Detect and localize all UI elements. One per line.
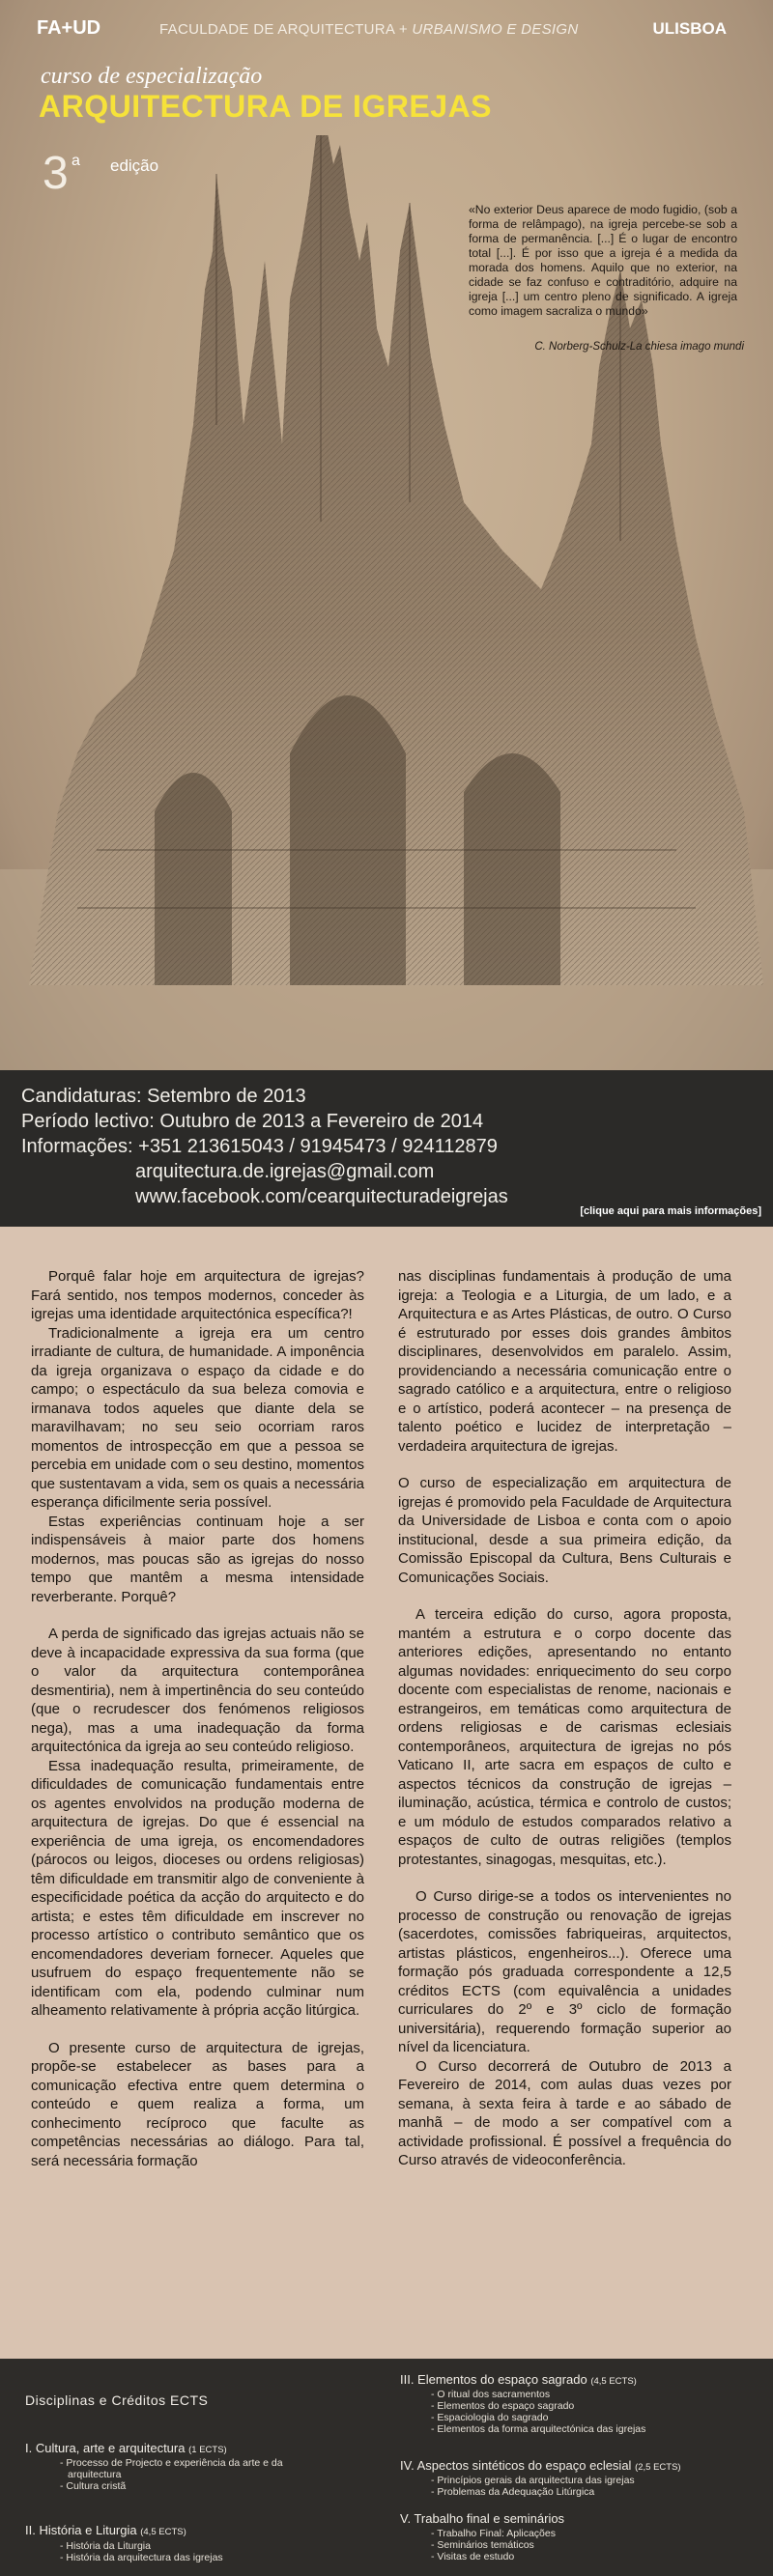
paragraph: Tradicionalmente a igreja era um centro irradiante de cultura, de humanidade. A imponência da igreja organizava o espaço da cidade e do campo; o espectáculo da sua beleza comovia e irmanava todos aqueles que diante dela se maravilhavam; no seu seio ocorriam raros momentos de introspecção em que a pessoa se percebia em unidade com o seu destino, momentos que sustentavam a vida, sem os quais a necessária esperança dificilmente seria possível.: [31, 1324, 364, 1511]
discipline-item: - História da arquitectura das igrejas: [60, 2552, 223, 2563]
paragraph: Estas experiências continuam hoje a ser indispensáveis à maior parte dos homens modernos, mas poucas são as igrejas do nosso tempo que mantêm a mesma intensidade reverberante. Porquê?: [31, 1513, 364, 1605]
course-title: ARQUITECTURA DE IGREJAS: [39, 89, 493, 124]
quote-author: C. Norberg-Schulz-La chiesa imago mundi: [534, 341, 744, 353]
discipline-title: I. Cultura, arte e arquitectura: [25, 2441, 186, 2455]
discipline-title: V. Trabalho final e seminários: [400, 2511, 565, 2526]
paragraph: Porquê falar hoje em arquitectura de igrejas? Fará sentido, nos tempos modernos, conceder às igrejas uma identidade arquitectónica específica?!: [31, 1268, 364, 1322]
more-info-link[interactable]: [clique aqui para mais informações]: [580, 1205, 761, 1217]
paragraph: O Curso decorrerá de Outubro de 2013 a Fevereiro de 2014, com aulas duas vezes por semana, à sexta feira à tarde e ao sábado de manhã – de modo a ser compatível com a actividade profissional. É possível a frequência do Curso através de videoconferência.: [398, 2057, 731, 2168]
email-link[interactable]: arquitectura.de.igrejas@gmail.com: [135, 1161, 435, 1182]
paragraph: A terceira edição do curso, agora proposta, mantém a estrutura e o corpo docente das anteriores edições, apresentando no entanto algumas novidades: enriquecimento do seu corpo docente com especialistas de renome, nacionais e estrangeiros, em temáticas como arquitectura de ordens religiosas e de carismas eclesiais contemporâneos, arquitectura de igrejas no pós Vaticano II, arte sacra em espaços de culto e aspectos técnicos da construção de igrejas – iluminação, acústica, térmica e controlo de custos; e um módulo de estudos comparados relativo a espaços de culto de outras religiões (templos protestantes, sinagogas, mesquitas, etc.).: [398, 1606, 731, 1868]
discipline-group-4: [400, 2458, 681, 2473]
discipline-ects: (4,5 ECTS): [140, 2527, 186, 2537]
disciplines-footer: [0, 2359, 773, 2576]
info-band: [0, 1070, 773, 1227]
edition-sup: a: [72, 153, 80, 169]
contacts-text: Informações: +351 213615043 / 91945473 / 924112879: [21, 1136, 498, 1157]
discipline-ects: (4,5 ECTS): [590, 2376, 637, 2387]
paragraph: O curso de especialização em arquitectura de igrejas é promovido pela Faculdade de Arquitectura da Universidade de Lisboa e conta com o apoio institucional, desde a sua primeira edição, da Comissão Episcopal da Cultura, Bens Culturais e Comunicações Sociais.: [398, 1475, 731, 1586]
discipline-title: III. Elementos do espaço sagrado: [400, 2372, 587, 2387]
discipline-group-3: [400, 2372, 637, 2387]
disciplines-title: Disciplinas e Créditos ECTS: [25, 2392, 209, 2408]
edition-label: [43, 147, 159, 200]
edition-number: 3: [43, 148, 69, 199]
discipline-item: - Visitas de estudo: [431, 2551, 515, 2562]
paragraph: O presente curso de arquitectura de igrejas, propõe-se estabelecer as bases para a comunicação efectiva entre quem determina o conteúdo e quem realiza a forma, um conhecimento recíproco que faculte as competências necessárias ao diálogo. Para tal, será necessária formação: [31, 2039, 364, 2169]
discipline-item: - Seminários temáticos: [431, 2539, 534, 2551]
discipline-group-1: [25, 2441, 227, 2455]
discipline-item: - Problemas da Adequação Litúrgica: [431, 2486, 595, 2498]
paragraph: O Curso dirige-se a todos os intervenientes no processo de construção ou renovação de igrejas (sacerdotes, comissões fabriqueiras, arquitectos, artistas plásticos, engenheiros...). Oferece uma formação pós graduada correspondente a 12,5 créditos ECTS (com equivalência a unidades curriculares do 2º e 3º ciclo de formação universitária), requerendo formação superior ao nível da licenciatura.: [398, 1888, 731, 2055]
discipline-ects: (1 ECTS): [188, 2445, 227, 2455]
discipline-group-5: [400, 2511, 564, 2526]
discipline-item: - Princípios gerais da arquitectura das igrejas: [431, 2475, 635, 2486]
discipline-item: - Elementos da forma arquitectónica das igrejas: [431, 2423, 646, 2435]
discipline-item: - Processo de Projecto e experiência da arte e da: [60, 2457, 283, 2469]
hero-banner: [0, 0, 773, 1072]
discipline-group-2: [25, 2523, 186, 2537]
body-text-section: [0, 1227, 773, 2359]
discipline-item: - Trabalho Final: Aplicações: [431, 2528, 556, 2539]
faculty-name-b: URBANISMO E DESIGN: [412, 21, 579, 38]
discipline-item: arquitectura: [68, 2469, 122, 2480]
paragraph: A perda de significado das igrejas actuais não se deve à incapacidade expressiva da sua forma (que o valor da arquitectura contemporânea desmentiria), nem à impertinência do seu conteúdo (que o recrudescer dos fenómenos religiosos nega), mas a uma inadequação da forma arquitectónica da igreja ao seu conteúdo religioso.: [31, 1626, 364, 1755]
discipline-items-2: [60, 2540, 223, 2563]
right-column: [398, 1267, 731, 2170]
faculty-name-a: FACULDADE DE ARQUITECTURA +: [159, 21, 413, 38]
discipline-items-5: [431, 2528, 556, 2562]
period-text: Período lectivo: Outubro de 2013 a Fevereiro de 2014: [21, 1111, 484, 1132]
faculty-name: [159, 21, 578, 38]
discipline-items-1: [60, 2457, 283, 2492]
discipline-ects: (2,5 ECTS): [635, 2462, 681, 2473]
discipline-item: - Cultura cristã: [60, 2480, 127, 2492]
discipline-item: - História da Liturgia: [60, 2540, 151, 2552]
applications-text: Candidaturas: Setembro de 2013: [21, 1086, 306, 1107]
university-logo[interactable]: ULISBOA: [652, 19, 727, 38]
edition-text: edição: [110, 156, 159, 175]
discipline-items-4: [431, 2475, 635, 2498]
discipline-item: - O ritual dos sacramentos: [431, 2389, 551, 2400]
top-bar: [0, 0, 773, 56]
paragraph: Essa inadequação resulta, primeiramente, de dificuldades de comunicação fundamentais entre os agentes envolvidos na produção moderna de arquitectura de igrejas. Do que é essencial na experiência de uma igreja, os encomendadores (párocos ou leigos, dioceses ou ordens religiosas) têm dificuldade em transmitir algo de conveniente à especificidade poética da acção do arquitecto e do artista; e estes têm dificuldade em inscrever no processo artístico o contributo semântico que os encomendadores deveriam fornecer. Aqueles que usufruem do espaço frequentemente não se identificam com ela, podendo culminar num alheamento relativamente à própria acção litúrgica.: [31, 1757, 364, 2019]
course-subtitle: curso de especialização: [41, 64, 263, 89]
faculty-short-logo[interactable]: FA+UD: [37, 17, 101, 39]
discipline-title: II. História e Liturgia: [25, 2523, 137, 2537]
discipline-item: - Elementos do espaço sagrado: [431, 2400, 575, 2412]
discipline-item: - Espaciologia do sagrado: [431, 2412, 549, 2423]
discipline-items-3: [431, 2389, 645, 2435]
discipline-title: IV. Aspectos sintéticos do espaço eclesial: [400, 2458, 632, 2473]
quote-text: «No exterior Deus aparece de modo fugidio, (sob a forma de relâmpago), na igreja percebe-se sob a forma de permanência. [...] É o lugar de encontro total [...]. É por isso que a igreja é a medida da morada dos homens. Aquilo que no exterior, na cidade se faz confuso e contraditório, adquire na igreja [...] um centro pleno de significado. A igreja como imagem sacraliza o mundo»: [469, 203, 737, 318]
left-column: [31, 1267, 364, 2170]
facebook-link[interactable]: www.facebook.com/cearquitecturadeigrejas: [135, 1186, 508, 1207]
paragraph: nas disciplinas fundamentais à produção de uma igreja: a Teologia e a Liturgia, de um lado, e a Arquitectura e as Artes Plásticas, de outro. O Curso é estruturado por esses dois grandes âmbitos disciplinares, desenvolvidos em paralelo. Assim, providenciando a necessária comunicação entre o sagrado católico e a arquitectura, entre o religioso e o artístico, poderá acontecer – na presença de talento poético e lucidez de interpretação – verdadeira arquitectura de igrejas.: [398, 1268, 731, 1455]
